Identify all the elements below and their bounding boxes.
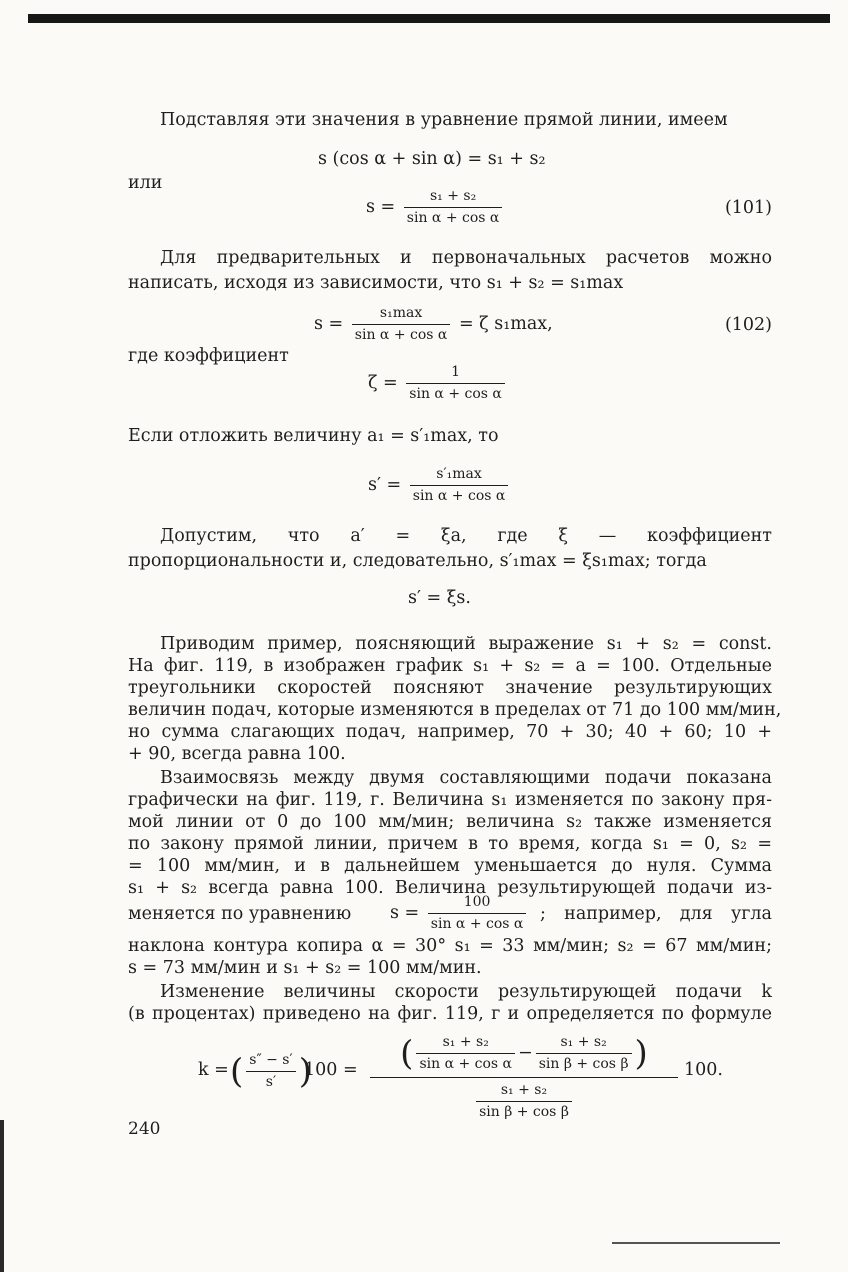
- p5-line-5: но сумма слагающих подач, например, 70 + 30; 40 + 60; 10 +: [128, 722, 772, 742]
- eq-zeta-fraction: [406, 362, 505, 405]
- word-ili: или: [128, 173, 163, 193]
- eq102-tag: (102): [724, 315, 772, 335]
- p6-line-6: s₁ + s₂ всегда равна 100. Величина результирующей подачи из-: [128, 878, 772, 898]
- p6-eq-denominator: sin α + cos α: [430, 916, 524, 932]
- equation-xi-body: s′ = ξs.: [408, 588, 471, 608]
- eqk-inner-numerator: s″ − s′: [246, 1050, 295, 1072]
- eq102-fraction: [352, 303, 451, 346]
- eq-zeta-denominator: sin α + cos α: [409, 386, 502, 402]
- p6-tail-line-2: s = 73 мм/мин и s₁ + s₂ = 100 мм/мин.: [128, 958, 482, 978]
- p6-eq-fraction: [428, 892, 527, 935]
- p7-line-2: (в процентах) приведено на фиг. 119, г и определяется по формуле: [128, 1004, 772, 1024]
- eq102-lhs: s =: [314, 314, 344, 334]
- p6-line-2: графически на фиг. 119, г. Величина s₁ изменяется по закону пря-: [128, 790, 772, 810]
- p7-line-1: Изменение величины скорости результирующей подачи k: [160, 982, 772, 1002]
- p6-eq-pre: меняется по уравнению: [128, 904, 352, 924]
- eqk-b-denominator: sin β + cos β: [538, 1056, 629, 1072]
- eqk-mid: 100 =: [304, 1060, 358, 1080]
- page-number: 240: [128, 1119, 161, 1139]
- paragraph-2: Для предварительных и первоначальных расчетов можно написать, исходя из зависимости, что s₁ + s₂ = s₁max: [128, 248, 772, 293]
- equation-sprime: [128, 464, 772, 510]
- equation-102: [128, 303, 772, 349]
- eq-zeta-lhs: ζ =: [368, 373, 398, 393]
- eqk-lhs: k =: [198, 1060, 229, 1080]
- eqk-big-fraction: ( $\frac{\text{s₁ + s₂}}{\text{sin α + cos α}}$ − $\frac{\text{s₁ + s₂}}{\text{sin β + cos β}}$ ) $\frac{\text{s₁ + s₂}}{\text{sin β + cos β}}$: [370, 1032, 678, 1123]
- eqk-a-denominator: sin α + cos α: [419, 1056, 513, 1072]
- eq102-denominator: sin α + cos α: [354, 327, 448, 343]
- eq102-numerator: s₁max: [352, 303, 451, 325]
- p6-equation-line: [128, 892, 772, 936]
- eq101-tag: (101): [724, 198, 772, 218]
- eq-sprime-fraction: [410, 464, 509, 507]
- top-border-rule: [28, 14, 830, 23]
- eqk-inner-denominator: s′: [265, 1074, 277, 1090]
- where-coefficient: где коэффициент: [128, 346, 289, 366]
- equation-k: [128, 1032, 772, 1120]
- scan-edge-shadow: [0, 1120, 4, 1272]
- eq101-denominator: sin α + cos α: [406, 210, 500, 226]
- p6-line-1: Взаимосвязь между двумя составляющими подачи показана: [160, 768, 772, 788]
- p6-eq-numerator: 100: [428, 892, 527, 914]
- p6-line-4: по закону прямой линии, причем в то время, когда s₁ = 0, s₂ =: [128, 834, 772, 854]
- p6-line-3: мой линии от 0 до 100 мм/мин; величина s₂ также изменяется: [128, 812, 772, 832]
- eqk-c-denominator: sin β + cos β: [479, 1104, 569, 1120]
- eqk-minus: −: [518, 1043, 533, 1063]
- p6-tail-line-1: наклона контура копира α = 30° s₁ = 33 мм/мин; s₂ = 67 мм/мин;: [128, 936, 772, 956]
- paragraph-4: Допустим, что a′ = ξa, где ξ — коэффициент пропорциональности и, следовательно, s′₁max = ξs₁max; тогда: [128, 526, 772, 571]
- p5-line-6: + 90, всегда равна 100.: [128, 744, 346, 764]
- p5-line-4: величин подач, которые изменяются в пределах от 71 до 100 мм/мин,: [128, 700, 782, 720]
- p6-eq-lhs: s =: [390, 903, 420, 923]
- eqk-tail: 100.: [684, 1060, 723, 1080]
- eq-sprime-denominator: sin α + cos α: [412, 488, 506, 504]
- eqk-b-numerator: s₁ + s₂: [536, 1032, 632, 1054]
- p5-line-1: Приводим пример, поясняющий выражение s₁ + s₂ = const.: [160, 634, 772, 654]
- p5-line-3: треугольники скоростей поясняют значение результирующих: [128, 678, 772, 698]
- eqk-a-numerator: s₁ + s₂: [416, 1032, 515, 1054]
- paragraph-1: Подставляя эти значения в уравнение прямой линии, имеем: [160, 110, 728, 130]
- equation-101: [128, 186, 772, 232]
- eq-zeta-numerator: 1: [406, 362, 505, 384]
- p5-line-2: На фиг. 119, в изображен график s₁ + s₂ = a = 100. Отдельные: [128, 656, 772, 676]
- eqk-bracket-fraction: ( $\frac{s'' - s'}{s'}$ ): [230, 1051, 312, 1092]
- eq101-numerator: s₁ + s₂: [404, 186, 503, 208]
- equation-1-body: s (cos α + sin α) = s₁ + s₂: [318, 149, 546, 169]
- bottom-rule: [612, 1242, 780, 1244]
- eq-sprime-numerator: s′₁max: [410, 464, 509, 486]
- paragraph-3: Если отложить величину a₁ = s′₁max, то: [128, 426, 499, 446]
- eqk-c-numerator: s₁ + s₂: [476, 1080, 572, 1102]
- p6-eq-post: ; например, для угла: [540, 904, 772, 924]
- equation-zeta: [128, 362, 772, 408]
- eq102-rhs: = ζ s₁max,: [458, 314, 553, 334]
- p6-line-5: = 100 мм/мин, и в дальнейшем уменьшается до нуля. Сумма: [128, 856, 772, 876]
- eq-sprime-lhs: s′ =: [368, 475, 402, 495]
- eq101-fraction: [404, 186, 503, 229]
- eq101-lhs: s =: [366, 197, 396, 217]
